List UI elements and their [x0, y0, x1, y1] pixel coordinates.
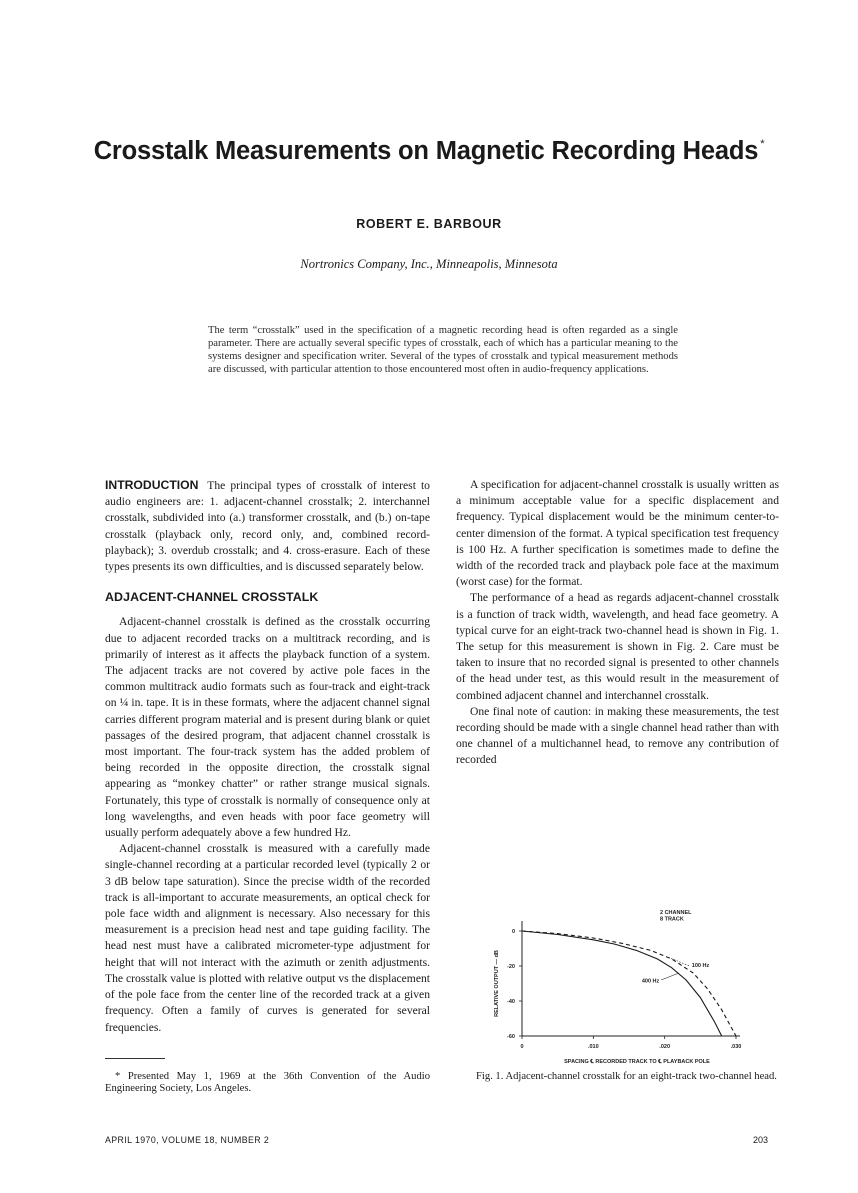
adjacent-paragraph-2-text: Adjacent-channel crosstalk is measured with a carefully made single-channel recording at a particular recorded level (typically 2 or 3 dB below tape saturation). Since the precise width of the recorded track is all-important to accurate measurements, an optical check for pole face width and alignment is necessary. Also necessary for this measurement is a precision head nest and tape guiding facility. The head nest must have a calibrated micrometer-type adjustment for height that will not interact with the azimuth or zenith adjustments. The crosstalk value is plotted with relative output vs the displacement of the pole face from the center line of the recorded track at a given frequency. Often a family of curves is generated for several frequencies. [105, 842, 430, 1034]
left-column [105, 477, 430, 1036]
adjacent-paragraph-1: Adjacent-channel crosstalk is defined as the crosstalk occurring due to adjacent recorded tracks on a multitrack recording, and is primarily of interest as it affects the playback function of a system. The adjacent tracks are not covered by active pole faces in the common multitrack audio formats such as four-track and eight-track on ¼ in. tape. It is in these formats, where the adjacent channel signal carries different program material and is present during blank or quiet passages of the desired program, that adjacent channel crosstalk is most important. The four-track system has the added problem of being recorded in the opposite direction, the crosstalk signal appearing as “monkey chatter” or rather strange musical signals. Fortunately, this type of crosstalk is normally of consequence only at long wavelengths, and even heads with poor face geometry will usually perform adequately above a few hundred Hz. [105, 615, 430, 840]
x-tick-label: .030 [730, 1044, 742, 1050]
adjacent-channel-heading: ADJACENT-CHANNEL CROSSTALK [105, 590, 319, 605]
x-tick-label: .020 [659, 1044, 671, 1050]
intro-paragraph [105, 477, 430, 575]
figure-1 [474, 898, 784, 1068]
author-affiliation: Nortronics Company, Inc., Minneapolis, Minnesota [300, 257, 558, 271]
chart-annotation: 2 CHANNEL [660, 910, 692, 916]
title-text: Crosstalk Measurements on Magnetic Recording Heads [93, 137, 759, 165]
series-line-400-hz [522, 931, 722, 1036]
y-tick-label: -40 [507, 999, 515, 1005]
adjacent-paragraph-2 [105, 841, 430, 1035]
intro-text: The principal types of crosstalk of interest to audio engineers are: 1. adjacent-channel crosstalk; 2. interchannel crosstalk, subdivided into (a.) transformer crosstalk, and (b.) on-tape crosstalk (playback only, record only, and, combined record-playback); 3. overdub crosstalk; and 4. cross-erasure. Each of these types presents its own difficulties, and is discussed separately below. [105, 479, 430, 574]
journal-footer: APRIL 1970, VOLUME 18, NUMBER 2 [105, 1135, 270, 1145]
footnote-rule [105, 1058, 165, 1059]
page-number: 203 [753, 1135, 769, 1145]
y-axis-label: RELATIVE OUTPUT — dB [494, 950, 500, 1017]
crosstalk-chart [474, 898, 784, 1068]
chart-annotation: 8 TRACK [660, 916, 684, 923]
x-tick-label: .010 [587, 1044, 599, 1050]
series-line-100-hz [522, 931, 736, 1036]
y-tick-label: 0 [511, 929, 515, 935]
abstract: The term “crosstalk” used in the specification of a magnetic recording head is often regarded as a single parameter. There are actually several specific types of crosstalk, each of which has a particular meaning to the systems designer and specification writer. Several of the types of crosstalk and typical measurement methods are discussed, with particular attention to those encountered most often in audio-frequency applications. [208, 325, 678, 375]
label-leader-400hz [661, 973, 679, 980]
author-name: ROBERT E. BARBOUR [356, 217, 502, 231]
figure-caption: Fig. 1. Adjacent-channel crosstalk for an eight-track two-channel head. [476, 1071, 777, 1082]
footnote: * Presented May 1, 1969 at the 36th Convention of the Audio Engineering Society, Los Angeles. [105, 1071, 430, 1094]
adjacent-paragraph-4: The performance of a head as regards adjacent-channel crosstalk is a function of track width, wavelength, and head face geometry. A typical curve for an eight-track two-channel head is shown in Fig. 1. The setup for this measurement is shown in Fig. 2. Care must be taken to insure that no recorded signal is presented to other channels of the head under test, as this would result in the measurement of combined adjacent channel and interchannel crosstalk. [456, 591, 779, 702]
series-label-100hz: 100 Hz [691, 962, 710, 969]
y-tick-label: -60 [507, 1034, 515, 1040]
adjacent-paragraph-5: One final note of caution: in making these measurements, the test recording should be made with a single channel head rather than with one channel of a multichannel head, to remove any contribution of recorded [456, 704, 779, 767]
right-column [456, 477, 779, 769]
adjacent-paragraph-3: A specification for adjacent-channel crosstalk is usually written as a minimum acceptable value for a specific displacement and frequency. Typical displacement would be the minimum center-to-center dimension of the format. A typical specification test frequency is 100 Hz. A further specification is sometimes made to define the width of the recorded track and playback pole face at the maximum (worst case) for the format. [456, 478, 779, 589]
y-tick-label: -20 [507, 964, 515, 970]
title-footnote-mark: * [760, 138, 765, 150]
series-label-400hz: 400 Hz [641, 978, 660, 985]
article-title [0, 137, 858, 166]
x-tick-label: 0 [520, 1044, 524, 1050]
x-axis-label: SPACING ℄ RECORDED TRACK TO ℄ PLAYBACK POLE [564, 1059, 710, 1065]
label-leader-100hz [668, 957, 689, 966]
intro-heading: INTRODUCTION [105, 478, 199, 492]
